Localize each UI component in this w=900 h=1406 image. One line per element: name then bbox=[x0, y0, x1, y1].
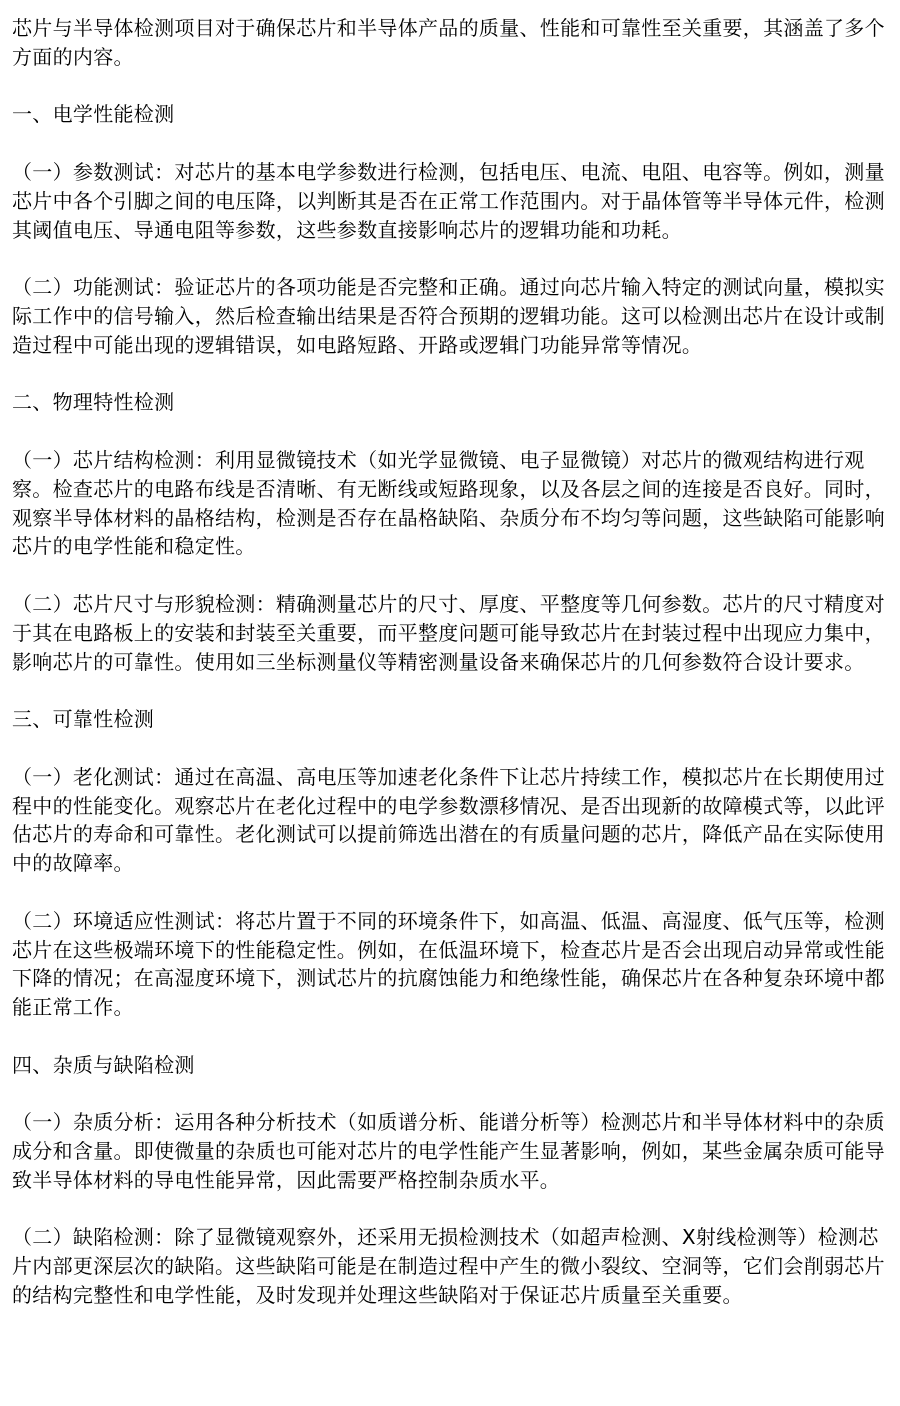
spacer bbox=[12, 561, 888, 590]
spacer bbox=[12, 676, 888, 705]
spacer bbox=[12, 417, 888, 446]
section-item: （一）杂质分析：运用各种分析技术（如质谱分析、能谱分析等）检测芯片和半导体材料中的杂质成分和含量。即使微量的杂质也可能对芯片的电学性能产生显著影响，例如，某些金属杂质可能导致半导体材料的导电性能异常，因此需要严格控制杂质水平。 bbox=[12, 1110, 885, 1192]
spacer bbox=[12, 72, 888, 101]
section-item: （一）参数测试：对芯片的基本电学参数进行检测，包括电压、电流、电阻、电容等。例如，测量芯片中各个引脚之间的电压降，以判断其是否在正常工作范围内。对于晶体管等半导体元件，检测其阈值电压、导通电阻等参数，这些参数直接影响芯片的逻辑功能和功耗。 bbox=[12, 159, 885, 242]
section-heading: 四、杂质与缺陷检测 bbox=[12, 1052, 195, 1077]
section-item: （二）环境适应性测试：将芯片置于不同的环境条件下，如高温、低温、高湿度、低气压等，检测芯片在这些极端环境下的性能稳定性。例如，在低温环境下，检查芯片是否会出现启动异常或性能下降的情况；在高湿度环境下，测试芯片的抗腐蚀能力和绝缘性能，确保芯片在各种复杂环境中都能正常工作。 bbox=[12, 908, 885, 1020]
section-heading: 一、电学性能检测 bbox=[12, 102, 175, 127]
spacer bbox=[12, 734, 888, 763]
spacer bbox=[12, 1022, 888, 1051]
spacer bbox=[12, 1079, 888, 1108]
spacer bbox=[12, 878, 888, 907]
spacer bbox=[12, 1195, 888, 1224]
section-item: （二）芯片尺寸与形貌检测：精确测量芯片的尺寸、厚度、平整度等几何参数。芯片的尺寸精度对于其在电路板上的安装和封装至关重要，而平整度问题可能导致芯片在封装过程中出现应力集中，影响芯片的可靠性。使用如三坐标测量仪等精密测量设备来确保芯片的几何参数符合设计要求。 bbox=[12, 591, 885, 674]
section-item: （一）老化测试：通过在高温、高电压等加速老化条件下让芯片持续工作，模拟芯片在长期使用过程中的性能变化。观察芯片在老化过程中的电学参数漂移情况、是否出现新的故障模式等，以此评估芯片的寿命和可靠性。老化测试可以提前筛选出潜在的有质量问题的芯片，降低产品在实际使用中的故障率。 bbox=[12, 764, 885, 876]
section-item: （二）缺陷检测：除了显微镜观察外，还采用无损检测技术（如超声检测、X射线检测等）检测芯片内部更深层次的缺陷。这些缺陷可能是在制造过程中产生的微小裂纹、空洞等，它们会削弱芯片的结构完整性和电学性能，及时发现并处理这些缺陷对于保证芯片质量至关重要。 bbox=[12, 1225, 885, 1308]
intro-paragraph: 芯片与半导体检测项目对于确保芯片和半导体产品的质量、性能和可靠性至关重要，其涵盖了多个方面的内容。 bbox=[12, 16, 885, 69]
spacer bbox=[12, 360, 888, 389]
section-heading: 三、可靠性检测 bbox=[12, 707, 155, 732]
section-heading: 二、物理特性检测 bbox=[12, 390, 175, 415]
section-item: （二）功能测试：验证芯片的各项功能是否完整和正确。通过向芯片输入特定的测试向量，模拟实际工作中的信号输入，然后检查输出结果是否符合预期的逻辑功能。这可以检测出芯片在设计或制造过程中可能出现的逻辑错误，如电路短路、开路或逻辑门功能异常等情况。 bbox=[12, 275, 885, 357]
section-item: （一）芯片结构检测：利用显微镜技术（如光学显微镜、电子显微镜）对芯片的微观结构进行观察。检查芯片的电路布线是否清晰、有无断线或短路现象，以及各层之间的连接是否良好。同时，观察半导体材料的晶格结构，检测是否存在晶格缺陷、杂质分布不均匀等问题，这些缺陷可能影响芯片的电学性能和稳定性。 bbox=[12, 447, 885, 559]
spacer bbox=[12, 129, 888, 158]
spacer bbox=[12, 244, 888, 273]
